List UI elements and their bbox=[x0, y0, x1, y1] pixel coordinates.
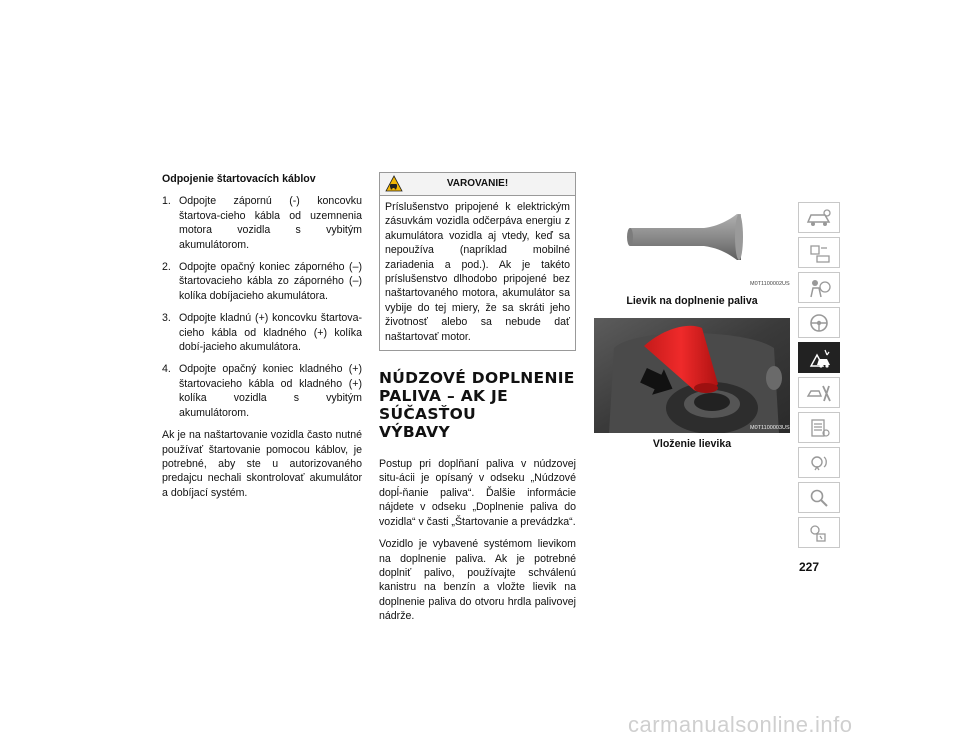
warning-triangle-icon bbox=[385, 175, 403, 192]
steering-wheel-icon bbox=[805, 312, 833, 334]
list-item: 2. Odpojte opačný koniec záporného (–) štartovacieho kábla zo záporného (–) kolíka dobíjacieho akumulátora. bbox=[162, 261, 362, 302]
list-item: 1. Odpojte zápornú (-) koncovku štartova-cieho kábla od uzemnenia motora vozidla s vybitým akumulátorom. bbox=[162, 195, 362, 251]
index-search-icon bbox=[805, 487, 833, 509]
warning-lights-icon bbox=[805, 242, 833, 264]
specifications-list-icon bbox=[805, 417, 833, 439]
roadside-emergency-icon bbox=[805, 347, 833, 369]
tab-index[interactable] bbox=[798, 482, 840, 513]
safety-airbag-icon bbox=[805, 277, 833, 299]
list-item: 3. Odpojte kladnú (+) koncovku štartova-cieho kábla od kladného (+) kolíka dobí-jacieho akumulátora. bbox=[162, 312, 362, 354]
chapter-tabs bbox=[798, 202, 840, 552]
tab-service[interactable] bbox=[798, 377, 840, 408]
page-number: 227 bbox=[799, 560, 820, 574]
tab-emergency[interactable] bbox=[798, 342, 840, 373]
section-heading: Odpojenie štartovacích káblov bbox=[162, 173, 316, 185]
watermark: carmanualsonline.info bbox=[628, 712, 853, 737]
battery-advice-paragraph: Ak je na naštartovanie vozidla často nutné používať štartovanie pomocou káblov, je potrebné, aby ste u autorizovaného predajcu nechali skontrolovať akumulátor a dobíjací systém. bbox=[162, 429, 362, 499]
language-icon bbox=[805, 522, 833, 544]
service-wrench-icon bbox=[805, 382, 833, 404]
figure-caption: Lievik na doplnenie paliva bbox=[626, 295, 758, 307]
procedure-paragraph: Postup pri doplňaní paliva v núdzovej situ-ácii je opísaný v odseku „Núdzové dopĺ-ňanie paliva“. Ďalšie informácie nájdete v odseku „Doplnenie paliva do vozidla“ v časti „Štartovanie a prevádzka“. bbox=[379, 458, 576, 528]
figure-caption: Vloženie lievika bbox=[652, 438, 732, 450]
figure-code: M0T1100003US bbox=[750, 425, 790, 431]
tab-language[interactable] bbox=[798, 517, 840, 548]
warning-text: Príslušenstvo pripojené k elektrickým zásuvkám vozidla odčerpáva energiu z akumulátora vozidla aj vtedy, keď sa nepoužíva (napríklad mobilné zariadenia a pod.). Ak je takéto príslušenstvo dlhodobo pripojené bez naštartovaného motora, akumulátor sa vybije do tej miery, že sa skráti jeho životnosť alebo sa nebude dať naštartovať motor. bbox=[385, 201, 570, 343]
figure-code: M0T1100002US bbox=[750, 281, 790, 287]
funnel-figure bbox=[594, 190, 790, 290]
tab-warning-lights[interactable] bbox=[798, 237, 840, 268]
funnel-insert-figure bbox=[594, 318, 790, 433]
funnel-insert-photo bbox=[594, 318, 790, 433]
tab-driving[interactable] bbox=[798, 307, 840, 338]
tab-multimedia[interactable] bbox=[798, 447, 840, 478]
left-column bbox=[162, 172, 362, 508]
tab-car-dashboard[interactable] bbox=[798, 202, 840, 233]
warning-header bbox=[380, 173, 575, 196]
list-item: 4. Odpojte opačný koniec kladného (+) štartovacieho kábla od kladného (+) kolíka vozidla s vybitým akumulátorom. bbox=[162, 363, 362, 419]
middle-column bbox=[379, 172, 576, 632]
emergency-fuel-heading: NÚDZOVÉ DOPLNENIE PALIVA – AK JE SÚČASŤOU VÝBAVY bbox=[379, 369, 575, 442]
warning-box bbox=[379, 172, 576, 351]
car-dashboard-icon bbox=[805, 207, 833, 229]
funnel-illustration bbox=[594, 190, 790, 290]
steps-list bbox=[162, 194, 362, 420]
tab-safety[interactable] bbox=[798, 272, 840, 303]
multimedia-icon bbox=[805, 452, 833, 474]
tab-specifications[interactable] bbox=[798, 412, 840, 443]
funnel-paragraph: Vozidlo je vybavené systémom lievikom na doplnenie paliva. Ak je potrebné doplniť palivo, používajte schválenú kanistru na benzín a vložte lievik na doplnenie paliva do otvoru hrdla palivovej nádrže. bbox=[379, 538, 576, 623]
warning-title: VAROVANIE! bbox=[446, 178, 509, 189]
